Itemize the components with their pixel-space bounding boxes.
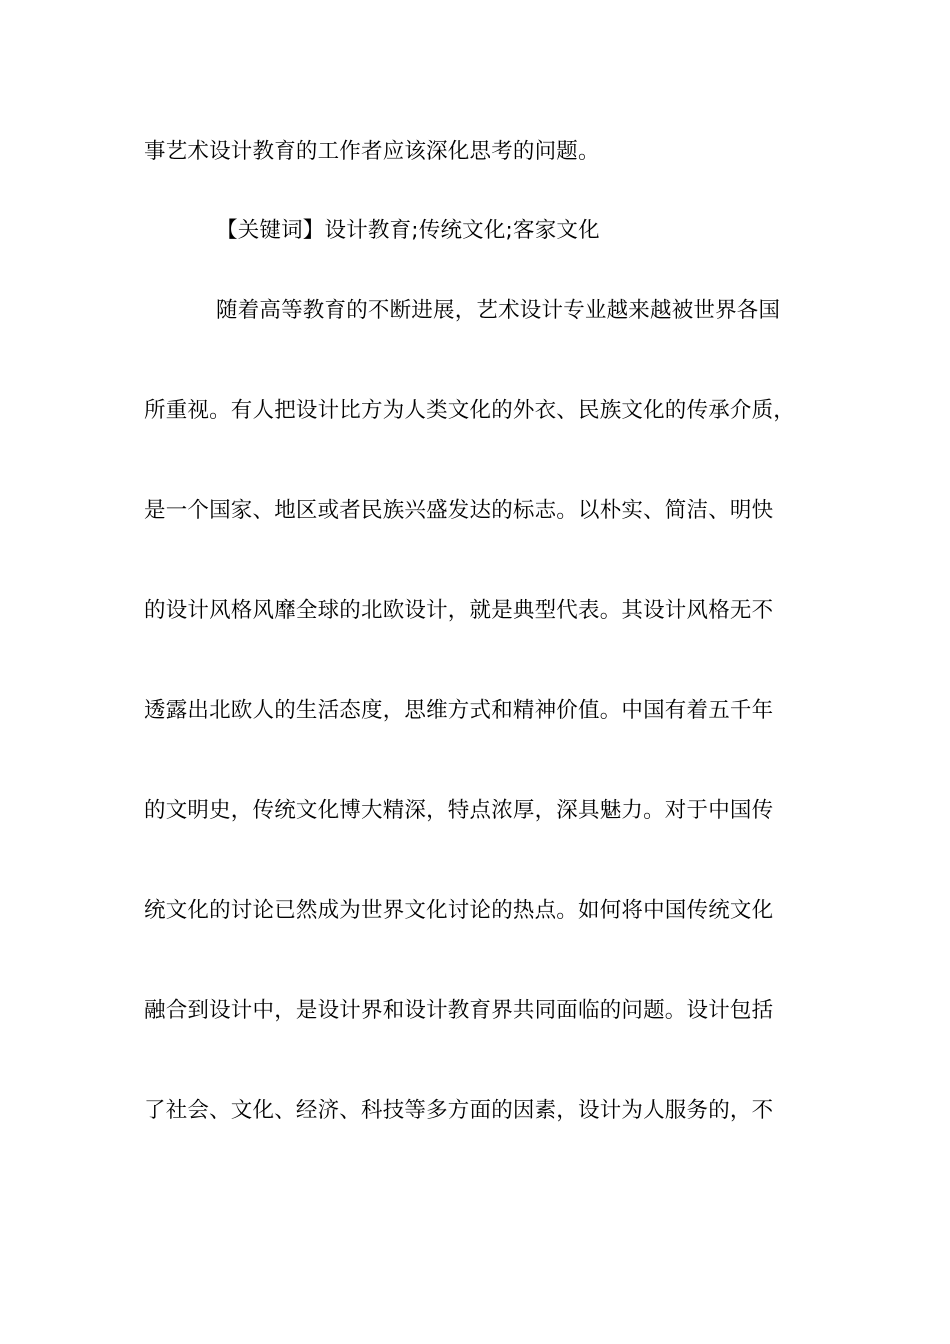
paragraph-line: 的设计风格风靡全球的北欧设计，就是典型代表。其设计风格无不 — [144, 598, 774, 623]
paragraph-line: 所重视。有人把设计比方为人类文化的外衣、民族文化的传承介质， — [144, 398, 796, 423]
paragraph-line: 透露出北欧人的生活态度，思维方式和精神价值。中国有着五千年 — [144, 698, 774, 723]
paragraph-line: 了社会、文化、经济、科技等多方面的因素，设计为人服务的，不 — [144, 1098, 774, 1123]
paragraph-line-continuation: 事艺术设计教育的工作者应该深化思考的问题。 — [144, 139, 600, 164]
paragraph-line: 融合到设计中，是设计界和设计教育界共同面临的问题。设计包括 — [144, 998, 774, 1023]
paragraph-line: 随着高等教育的不断进展，艺术设计专业越来越被世界各国 — [216, 298, 781, 323]
paragraph-line: 统文化的讨论已然成为世界文化讨论的热点。如何将中国传统文化 — [144, 898, 774, 923]
keywords-line: 【关键词】设计教育;传统文化;客家文化 — [216, 218, 600, 243]
paragraph-line: 的文明史，传统文化博大精深，特点浓厚，深具魅力。对于中国传 — [144, 798, 774, 823]
paragraph-line: 是一个国家、地区或者民族兴盛发达的标志。以朴实、简洁、明快 — [144, 498, 774, 523]
